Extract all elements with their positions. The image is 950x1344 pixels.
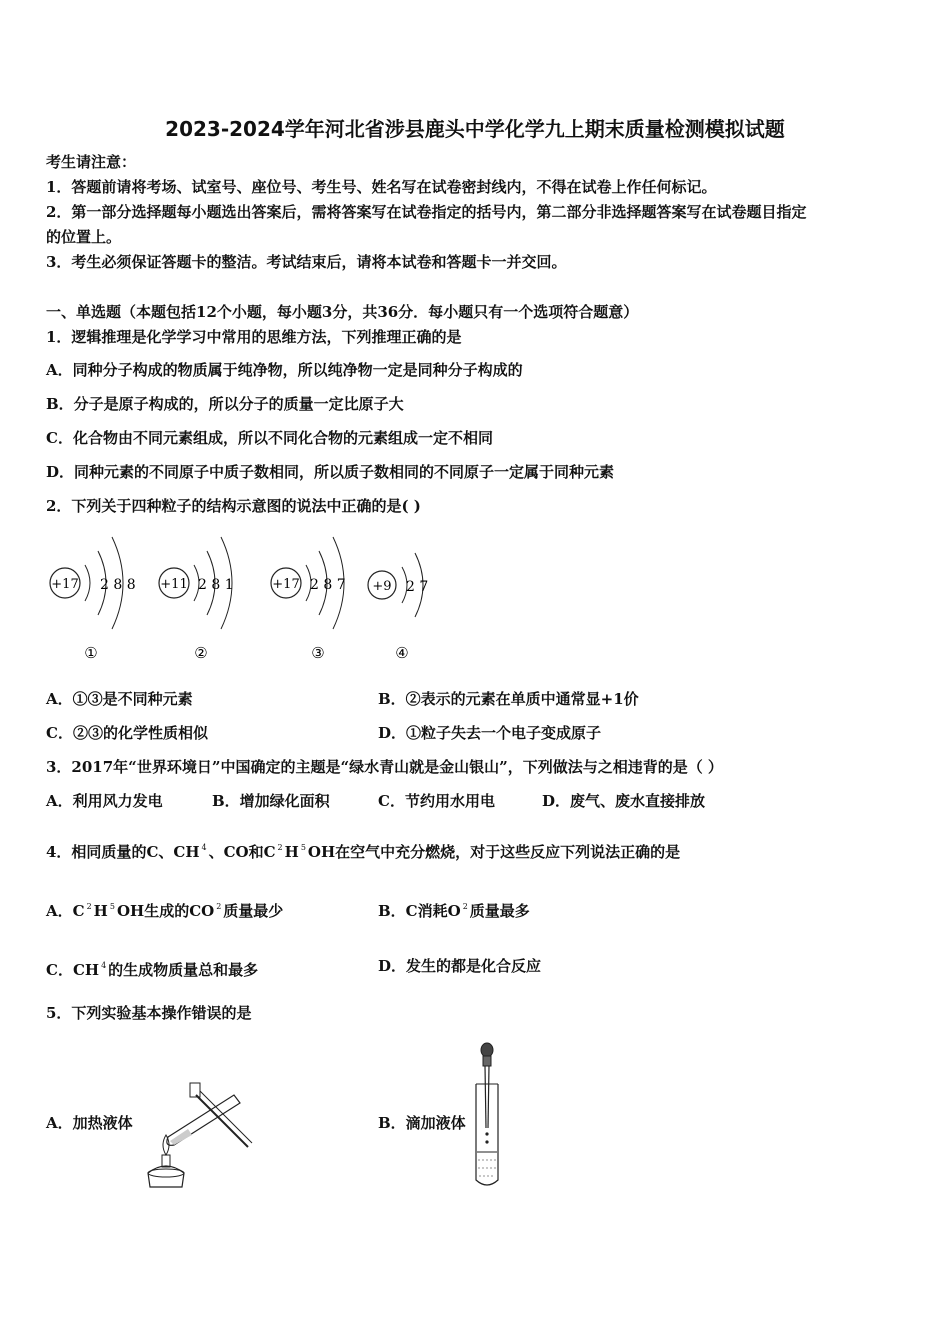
- dropping-liquid-illustration: [470, 1040, 510, 1190]
- q4-option-b: B．C消耗O $^2$ 质量最多: [378, 902, 530, 920]
- particle-2-shells: 2 8 1: [198, 577, 234, 593]
- q3-option-c: C．节约用水用电: [378, 792, 495, 810]
- section-heading: 一、单选题（本题包括12个小题，每小题3分，共36分．每小题只有一个选项符合题意）: [46, 303, 639, 321]
- q5-stem: 5．下列实验基本操作错误的是: [46, 1004, 252, 1022]
- particle-1-shells: 2 8 8: [100, 577, 136, 593]
- page-title: 2023-2024学年河北省涉县鹿头中学化学九上期末质量检测模拟试题: [165, 117, 785, 141]
- particle-2-label: ②: [194, 644, 208, 662]
- notice-heading: 考生请注意：: [46, 153, 137, 171]
- notice-item-2: 2．第一部分选择题每小题选出答案后，需将答案写在试卷指定的括号内，第二部分非选择题答案写在试卷题目指定: [46, 203, 807, 221]
- q4-option-d: D．发生的都是化合反应: [378, 957, 542, 975]
- q2-option-a: A．①③是不同种元素: [46, 690, 193, 708]
- heating-liquid-illustration: [138, 1075, 253, 1190]
- q5-option-a: A．加热液体: [46, 1114, 133, 1132]
- q3-stem: 3．2017年“世界环境日”中国确定的主题是“绿水青山就是金山银山”，下列做法与之相违背的是（ ）: [46, 758, 723, 776]
- particle-1-nucleus: +17: [51, 577, 79, 592]
- particle-3: [271, 537, 346, 662]
- q1-option-b: B．分子是原子构成的，所以分子的质量一定比原子大: [46, 395, 404, 413]
- notice-item-1: 1．答题前请将考场、试室号、座位号、考生号、姓名写在试卷密封线内，不得在试卷上作任何标记。: [46, 178, 717, 196]
- particle-2-nucleus: +11: [160, 577, 188, 592]
- particle-3-shells: 2 8 7: [310, 577, 346, 593]
- particle-diagrams: [40, 525, 460, 670]
- particle-4-nucleus: +9: [372, 579, 392, 594]
- q3-option-a: A．利用风力发电: [46, 792, 163, 810]
- q3-option-d: D．废气、废水直接排放: [542, 792, 706, 810]
- notice-item-2-cont: 的位置上。: [46, 228, 122, 246]
- q1-option-d: D．同种元素的不同原子中质子数相同，所以质子数相同的不同原子一定属于同种元素: [46, 463, 615, 481]
- particle-2: [159, 537, 234, 662]
- q4-option-c: C．CH $^4$ 的生成物质量总和最多: [46, 961, 259, 979]
- particle-1-label: ①: [84, 644, 98, 662]
- q4-option-a: A．C $^2$ H $^5$ OH生成的CO $^2$ 质量最少: [46, 902, 284, 920]
- q4-stem: 4．相同质量的C、CH $^4$ 、CO和C $^2$ H $^5$ OH在空气中充分燃烧，对于这些反应下列说法正确的是: [46, 843, 681, 861]
- q1-option-c: C．化合物由不同元素组成，所以不同化合物的元素组成一定不相同: [46, 429, 493, 447]
- q1-stem: 1．逻辑推理是化学学习中常用的思维方法，下列推理正确的是: [46, 328, 462, 346]
- particle-4: [368, 553, 428, 662]
- q1-option-a: A．同种分子构成的物质属于纯净物，所以纯净物一定是同种分子构成的: [46, 361, 523, 379]
- particle-4-label: ④: [395, 644, 409, 662]
- q2-option-d: D．①粒子失去一个电子变成原子: [378, 724, 602, 742]
- notice-item-3: 3．考生必须保证答题卡的整洁。考试结束后，请将本试卷和答题卡一并交回。: [46, 253, 567, 271]
- q2-option-c: C．②③的化学性质相似: [46, 724, 208, 742]
- particle-4-shells: 2 7: [406, 579, 429, 595]
- particle-1: [50, 537, 136, 662]
- particle-3-nucleus: +17: [272, 577, 300, 592]
- q2-stem: 2．下列关于四种粒子的结构示意图的说法中正确的是( ): [46, 497, 421, 515]
- q5-option-b: B．滴加液体: [378, 1114, 466, 1132]
- q3-option-b: B．增加绿化面积: [212, 792, 330, 810]
- q2-option-b: B．②表示的元素在单质中通常显+1价: [378, 690, 639, 708]
- particle-3-label: ③: [311, 644, 325, 662]
